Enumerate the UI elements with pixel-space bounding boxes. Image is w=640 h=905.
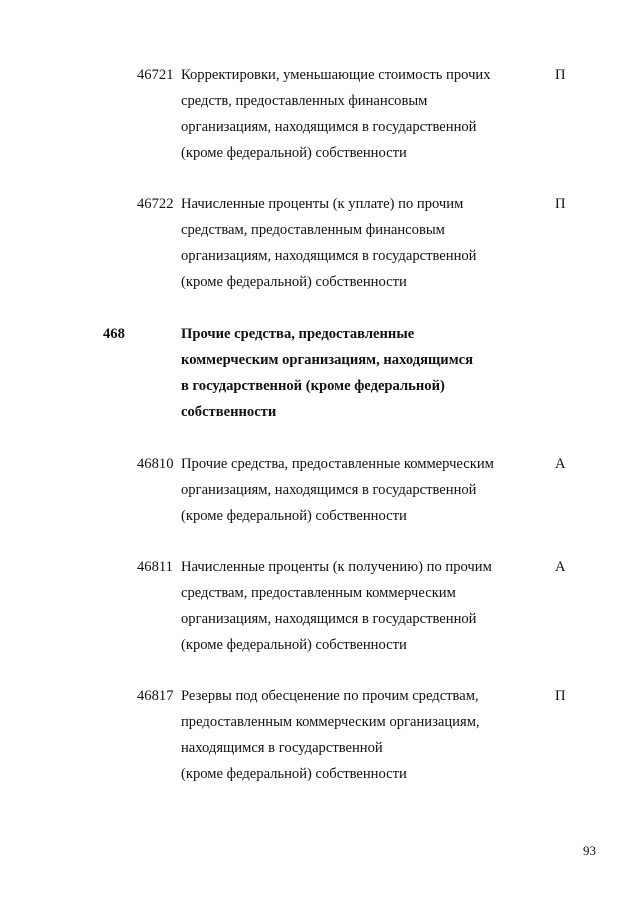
description-line: средствам, предоставленным финансовым: [181, 222, 445, 238]
section-title-line: Прочие средства, предоставленные: [181, 326, 415, 342]
account-description: [181, 683, 526, 787]
account-type-flag: А: [555, 456, 566, 472]
description-line: (кроме федеральной) собственности: [181, 274, 407, 290]
description-line: (кроме федеральной) собственности: [181, 145, 407, 161]
account-code: 46721: [137, 67, 174, 83]
description-line: находящимся в государственной: [181, 740, 383, 756]
account-code: 46722: [137, 196, 174, 212]
account-type-flag: П: [555, 688, 566, 704]
description-line: организациям, находящимся в государственной: [181, 611, 477, 627]
description-line: Прочие средства, предоставленные коммерческим: [181, 456, 494, 472]
description-line: организациям, находящимся в государственной: [181, 119, 477, 135]
description-line: Корректировки, уменьшающие стоимость прочих: [181, 67, 491, 83]
description-line: (кроме федеральной) собственности: [181, 508, 407, 524]
account-description: [181, 191, 526, 295]
account-code: 46811: [137, 559, 173, 575]
description-line: средствам, предоставленным коммерческим: [181, 585, 456, 601]
section-title: [181, 321, 473, 425]
account-type-flag: А: [555, 559, 566, 575]
description-line: Начисленные проценты (к уплате) по прочим: [181, 196, 464, 212]
description-line: (кроме федеральной) собственности: [181, 637, 407, 653]
section-title-line: в государственной (кроме федеральной): [181, 378, 445, 394]
account-description: [181, 554, 526, 658]
account-description: [181, 62, 526, 166]
account-type-flag: П: [555, 196, 566, 212]
description-line: организациям, находящимся в государственной: [181, 248, 477, 264]
description-line: организациям, находящимся в государственной: [181, 482, 477, 498]
section-code: 468: [103, 326, 125, 342]
section-title-line: коммерческим организациям, находящимся: [181, 352, 474, 368]
description-line: Начисленные проценты (к получению) по прочим: [181, 559, 492, 575]
description-line: Резервы под обесценение по прочим средствам,: [181, 688, 479, 704]
account-code: 46817: [137, 688, 174, 704]
account-type-flag: П: [555, 67, 566, 83]
section-title-line: собственности: [181, 404, 277, 420]
description-line: средств, предоставленных финансовым: [181, 93, 428, 109]
account-description: [181, 451, 526, 529]
description-line: предоставленным коммерческим организациям,: [181, 714, 480, 730]
page-number: 93: [583, 843, 596, 858]
description-line: (кроме федеральной) собственности: [181, 766, 407, 782]
account-code: 46810: [137, 456, 174, 472]
